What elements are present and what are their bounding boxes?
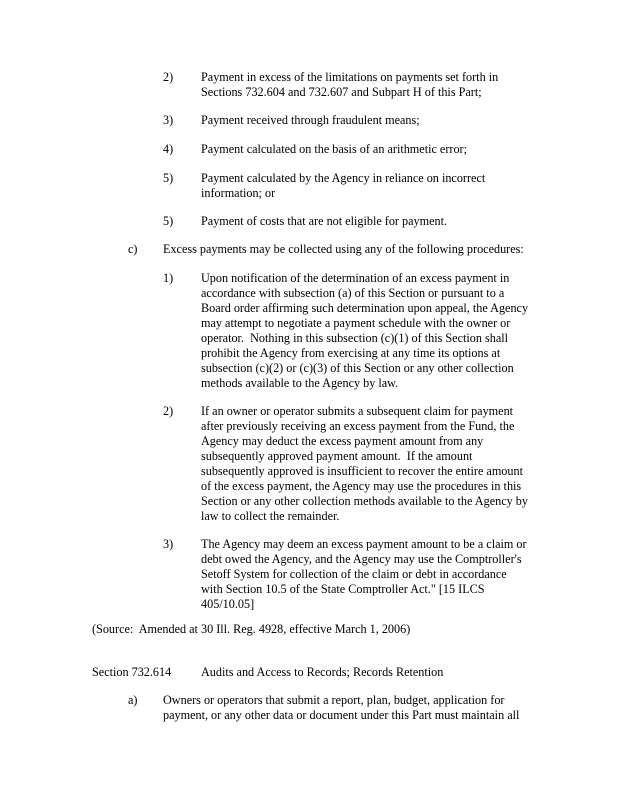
list-item-line: operator. Nothing in this subsection (c)(1) of this Section shall <box>201 331 509 345</box>
list-item-line: prohibit the Agency from exercising at any time its options at <box>201 346 501 360</box>
subsection-text: Excess payments may be collected using any of the following procedures: <box>163 242 524 256</box>
list-item-line: Sections 732.604 and 732.607 and Subpart H of this Part; <box>201 85 482 99</box>
subsection-marker: a) <box>128 693 138 707</box>
subsection-marker: c) <box>128 242 138 256</box>
list-item-line: The Agency may deem an excess payment amount to be a claim or <box>201 537 527 551</box>
list-item-line: Board order affirming such determination upon appeal, the Agency <box>201 301 529 315</box>
list-marker: 2) <box>163 70 174 84</box>
list-marker: 3) <box>163 537 174 551</box>
list-item-line: of the excess payment, the Agency may use the procedures in this <box>201 479 522 493</box>
list-item-line: Agency may deduct the excess payment amount from any <box>201 434 484 448</box>
list-item-line: after previously receiving an excess payment from the Fund, the <box>201 419 515 433</box>
list-item-line: If an owner or operator submits a subsequent claim for payment <box>201 404 514 418</box>
list-item-line: law to collect the remainder. <box>201 509 340 523</box>
list-item-line: Payment received through fraudulent means; <box>201 113 420 127</box>
list-item-line: Payment calculated on the basis of an arithmetic error; <box>201 142 467 156</box>
list-item-line: subsection (c)(2) or (c)(3) of this Section or any other collection <box>201 361 514 375</box>
source-note: (Source: Amended at 30 Ill. Reg. 4928, effective March 1, 2006) <box>92 622 411 636</box>
list-item-line: information; or <box>201 186 276 200</box>
list-item-line: Payment in excess of the limitations on payments set forth in <box>201 70 499 84</box>
section-title: Audits and Access to Records; Records Retention <box>201 665 444 679</box>
subsection-line: payment, or any other data or document under this Part must maintain all <box>163 708 520 722</box>
list-item-line: Setoff System for collection of the claim or debt in accordance <box>201 567 507 581</box>
list-marker: 1) <box>163 271 174 285</box>
list-item-line: Payment of costs that are not eligible for payment. <box>201 214 448 228</box>
list-item-line: subsequently approved payment amount. If the amount <box>201 449 473 463</box>
list-item-line: Payment calculated by the Agency in reliance on incorrect <box>201 171 486 185</box>
list-item-line: methods available to the Agency by law. <box>201 376 399 390</box>
list-marker: 4) <box>163 142 174 156</box>
list-item-line: with Section 10.5 of the State Comptroller Act." [15 ILCS <box>201 582 485 596</box>
list-marker: 5) <box>163 171 174 185</box>
list-item-line: 405/10.05] <box>201 597 255 611</box>
subsection-line: Owners or operators that submit a report, plan, budget, application for <box>163 693 505 707</box>
list-item-line: subsequently approved is insufficient to recover the entire amount <box>201 464 523 478</box>
list-marker: 2) <box>163 404 174 418</box>
section-number: Section 732.614 <box>92 665 172 679</box>
list-item-line: debt owed the Agency, and the Agency may use the Comptroller's <box>201 552 522 566</box>
list-marker: 3) <box>163 113 174 127</box>
list-marker: 5) <box>163 214 174 228</box>
list-item-line: accordance with subsection (a) of this Section or pursuant to a <box>201 286 505 300</box>
list-item-line: may attempt to negotiate a payment schedule with the owner or <box>201 316 511 330</box>
list-item-line: Upon notification of the determination of an excess payment in <box>201 271 510 285</box>
list-item-line: Section or any other collection methods available to the Agency by <box>201 494 528 508</box>
